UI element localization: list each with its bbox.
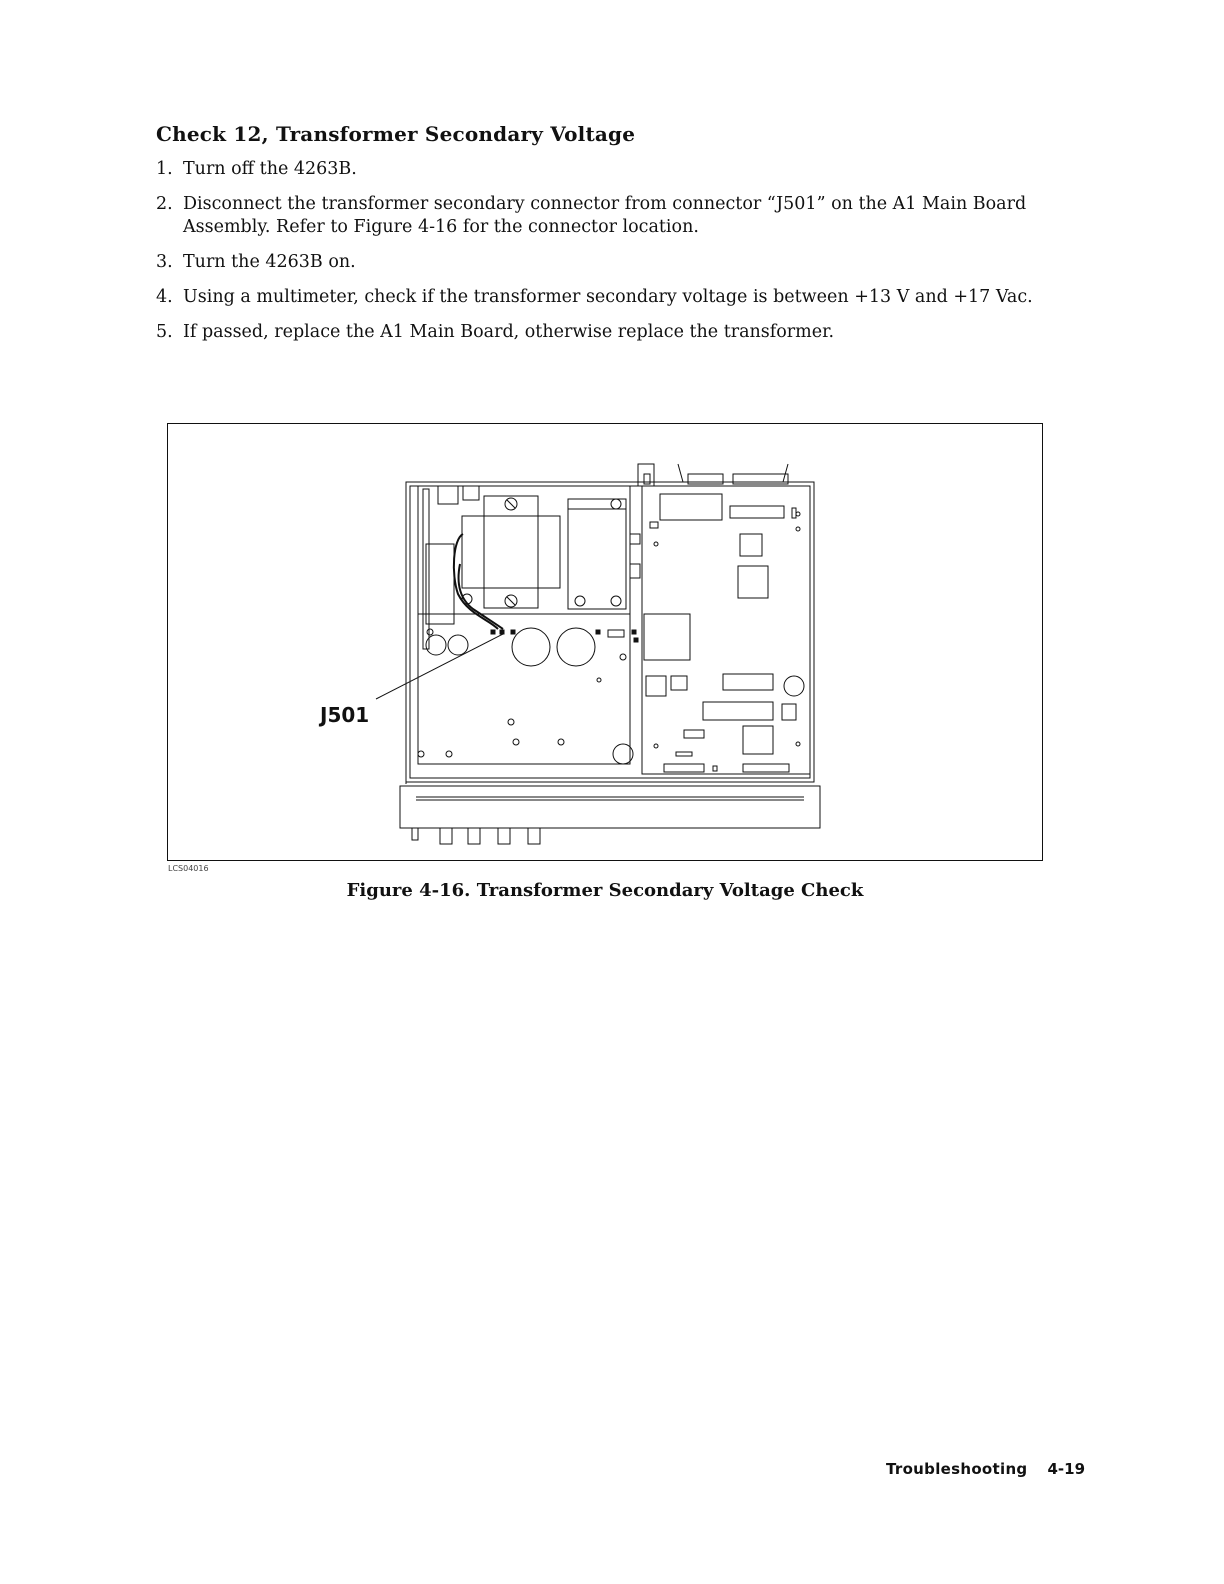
step-item bbox=[156, 321, 1036, 344]
j501-callout-line bbox=[376, 634, 503, 699]
step-number: 5. bbox=[156, 322, 173, 342]
power-section bbox=[418, 486, 630, 764]
figure-frame bbox=[167, 423, 1043, 861]
chassis-outline bbox=[406, 482, 814, 784]
figure-code: LCS04016 bbox=[168, 864, 209, 873]
step-number: 3. bbox=[156, 252, 173, 272]
step-item bbox=[156, 193, 1036, 239]
front-terminals bbox=[412, 828, 548, 844]
main-board bbox=[642, 486, 810, 774]
step-text: If passed, replace the A1 Main Board, otherwise replace the transformer. bbox=[183, 322, 835, 342]
transformer-wires bbox=[454, 534, 503, 629]
step-number: 1. bbox=[156, 159, 173, 179]
transformer-main bbox=[462, 496, 560, 608]
step-item bbox=[156, 251, 1036, 274]
capacitors bbox=[426, 628, 804, 764]
step-number: 4. bbox=[156, 287, 173, 307]
figure-caption: Figure 4-16. Transformer Secondary Voltage Check bbox=[346, 880, 864, 901]
step-text: Turn off the 4263B. bbox=[183, 159, 357, 179]
rear-connectors bbox=[638, 464, 788, 486]
step-text: Turn the 4263B on. bbox=[183, 252, 356, 272]
transformer-secondary bbox=[568, 499, 640, 609]
procedure-steps bbox=[156, 158, 1036, 356]
page-number: 4-19 bbox=[1047, 1460, 1086, 1478]
section-heading: Check 12, Transformer Secondary Voltage bbox=[156, 122, 636, 146]
step-item bbox=[156, 158, 1036, 181]
front-panel bbox=[400, 786, 820, 828]
instrument-diagram bbox=[168, 424, 1041, 859]
step-number: 2. bbox=[156, 194, 173, 214]
step-text: Using a multimeter, check if the transformer secondary voltage is between +13 V and +17 Vac. bbox=[183, 287, 1033, 307]
footer-section: Troubleshooting bbox=[886, 1460, 1028, 1478]
step-text: Disconnect the transformer secondary connector from connector “J501” on the A1 Main Board Assembly. Refer to Figure 4-16 for the connector location. bbox=[183, 194, 1027, 237]
j501-label: J501 bbox=[320, 703, 370, 727]
step-item bbox=[156, 286, 1036, 309]
page-footer bbox=[886, 1460, 1085, 1478]
